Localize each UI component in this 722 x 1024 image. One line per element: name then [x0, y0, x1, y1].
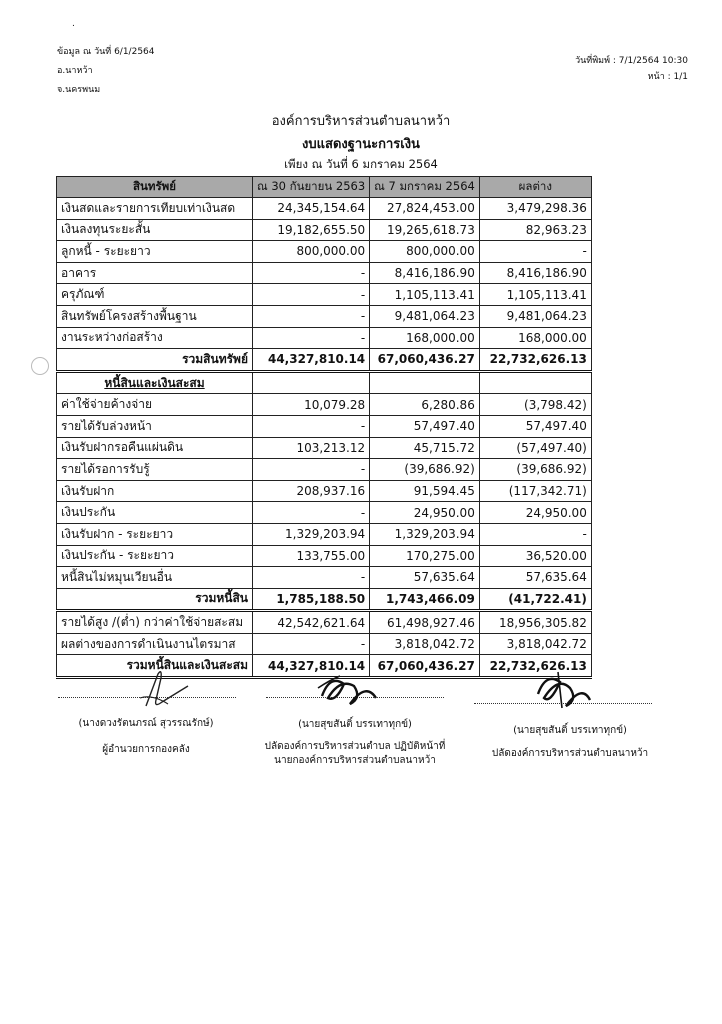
row-label: รายได้รอการรับรู้ — [57, 459, 253, 481]
section-header-row — [57, 371, 592, 394]
row-value-col3: (41,722.41) — [479, 588, 591, 611]
row-value-col3: 22,732,626.13 — [479, 349, 591, 372]
row-value-col1: - — [253, 262, 370, 284]
signatory-2-title-2: นายกองค์การบริหารส่วนตำบลนาหว้า — [274, 755, 436, 766]
row-label: เงินลงทุนระยะสั้น — [57, 219, 253, 241]
row-value-col2: 57,635.64 — [370, 567, 480, 589]
row-value-col1: 19,182,655.50 — [253, 219, 370, 241]
table-row — [57, 633, 592, 655]
row-value-col3: 168,000.00 — [479, 327, 591, 349]
row-value-col2: 45,715.72 — [370, 437, 480, 459]
print-date: วันที่พิมพ์ : 7/1/2564 10:30 — [575, 56, 688, 66]
handwritten-signature-1 — [128, 664, 198, 714]
row-value-col2: 1,329,203.94 — [370, 523, 480, 545]
table-row — [57, 502, 592, 524]
row-value-col2: (39,686.92) — [370, 459, 480, 481]
table-row — [57, 523, 592, 545]
balance-sheet-table — [56, 176, 592, 679]
row-label: ค่าใช้จ่ายค้างจ่าย — [57, 394, 253, 416]
table-row — [57, 437, 592, 459]
row-value-col2: 57,497.40 — [370, 415, 480, 437]
row-value-col3: - — [479, 241, 591, 263]
row-value-col3: (57,497.40) — [479, 437, 591, 459]
row-value-col1: - — [253, 327, 370, 349]
row-label: เงินสดและรายการเทียบเท่าเงินสด — [57, 198, 253, 220]
as-of-date: เพียง ณ วันที่ 6 มกราคม 2564 — [284, 157, 438, 171]
row-value-col1: 133,755.00 — [253, 545, 370, 567]
scan-dot: . — [72, 19, 75, 29]
header-col1: ณ 30 กันยายน 2563 — [253, 177, 370, 198]
grand-total-label: รวมหนี้สินและเงินสะสม — [57, 655, 253, 678]
signatory-3-name: (นายสุขสันติ์ บรรเทาทุกข์) — [513, 725, 627, 736]
district: อ.นาหว้า — [57, 66, 93, 76]
row-value-col2: 67,060,436.27 — [370, 349, 480, 372]
total-assets-row — [57, 349, 592, 372]
row-value-col3: (117,342.71) — [479, 480, 591, 502]
row-value-col1: 1,329,203.94 — [253, 523, 370, 545]
row-label: เงินรับฝาก — [57, 480, 253, 502]
row-value-col2: 8,416,186.90 — [370, 262, 480, 284]
province: จ.นครพนม — [57, 85, 101, 95]
row-label: เงินประกัน - ระยะยาว — [57, 545, 253, 567]
row-value-col2: 67,060,436.27 — [370, 655, 480, 678]
table-row — [57, 459, 592, 481]
row-value-col2: 24,950.00 — [370, 502, 480, 524]
handwritten-signature-2 — [310, 668, 390, 714]
row-value-col2: 800,000.00 — [370, 241, 480, 263]
signatory-3-title: ปลัดองค์การบริหารส่วนตำบลนาหว้า — [491, 748, 649, 759]
row-value-col3: - — [479, 523, 591, 545]
row-value-col3: 8,416,186.90 — [479, 262, 591, 284]
row-value-col1: - — [253, 284, 370, 306]
table-row — [57, 219, 592, 241]
punch-hole — [31, 357, 49, 375]
row-label: อาคาร — [57, 262, 253, 284]
row-value-col3: 24,950.00 — [479, 502, 591, 524]
signatory-1-title: ผู้อำนวยการกองคลัง — [102, 744, 190, 755]
handwritten-signature-3 — [528, 668, 600, 716]
table-row — [57, 198, 592, 220]
row-value-col1: - — [253, 415, 370, 437]
liabilities-section-heading: หนี้สินและเงินสะสม — [57, 371, 253, 394]
total-liabilities-row — [57, 588, 592, 611]
row-value-col3: 1,105,113.41 — [479, 284, 591, 306]
row-value-col3: 36,520.00 — [479, 545, 591, 567]
row-label: เงินรับฝากรอคืนแผ่นดิน — [57, 437, 253, 459]
table-row — [57, 567, 592, 589]
row-label: ครุภัณฑ์ — [57, 284, 253, 306]
row-value-col2: 3,818,042.72 — [370, 633, 480, 655]
row-value-col1: 44,327,810.14 — [253, 349, 370, 372]
row-value-col1: 1,785,188.50 — [253, 588, 370, 611]
row-label: เงินประกัน — [57, 502, 253, 524]
header-assets: สินทรัพย์ — [57, 177, 253, 198]
table-header-row — [57, 177, 592, 198]
row-value-col1: - — [253, 633, 370, 655]
table-row — [57, 545, 592, 567]
row-value-col3: 82,963.23 — [479, 219, 591, 241]
row-value-col2: 168,000.00 — [370, 327, 480, 349]
row-value-col2: 6,280.86 — [370, 394, 480, 416]
row-label: รายได้สูง /(ต่ำ) กว่าค่าใช้จ่ายสะสม — [57, 611, 253, 634]
row-label: เงินรับฝาก - ระยะยาว — [57, 523, 253, 545]
table-row — [57, 327, 592, 349]
row-value-col3: 3,479,298.36 — [479, 198, 591, 220]
row-value-col1 — [253, 371, 370, 394]
row-value-col3: 9,481,064.23 — [479, 305, 591, 327]
page-number: หน้า : 1/1 — [647, 72, 688, 82]
report-title: งบแสดงฐานะการเงิน — [302, 137, 420, 152]
row-value-col2: 61,498,927.46 — [370, 611, 480, 634]
table-row — [57, 262, 592, 284]
data-date: ข้อมูล ณ วันที่ 6/1/2564 — [57, 47, 155, 57]
row-value-col2 — [370, 371, 480, 394]
row-value-col3 — [479, 371, 591, 394]
table-row — [57, 305, 592, 327]
row-value-col3: 22,732,626.13 — [479, 655, 591, 678]
signatory-2-name: (นายสุขสันติ์ บรรเทาทุกข์) — [298, 719, 412, 730]
row-value-col2: 91,594.45 — [370, 480, 480, 502]
row-label: ลูกหนี้ - ระยะยาว — [57, 241, 253, 263]
table-row — [57, 611, 592, 634]
row-value-col2: 9,481,064.23 — [370, 305, 480, 327]
row-value-col2: 170,275.00 — [370, 545, 480, 567]
row-value-col3: 3,818,042.72 — [479, 633, 591, 655]
row-value-col2: 19,265,618.73 — [370, 219, 480, 241]
total-liabilities-label: รวมหนี้สิน — [57, 588, 253, 611]
total-assets-label: รวมสินทรัพย์ — [57, 349, 253, 372]
table-row — [57, 394, 592, 416]
table-row — [57, 415, 592, 437]
row-label: สินทรัพย์โครงสร้างพื้นฐาน — [57, 305, 253, 327]
header-col3: ผลต่าง — [479, 177, 591, 198]
signatory-1-name: (นางดวงรัตนภรณ์ สุวรรณรักษ์) — [78, 718, 214, 729]
signatory-2-title: ปลัดองค์การบริหารส่วนตำบล ปฏิบัติหน้าที่ — [264, 741, 446, 752]
row-value-col1: 103,213.12 — [253, 437, 370, 459]
row-label: ผลต่างของการดำเนินงานไตรมาส — [57, 633, 253, 655]
row-value-col1: 10,079.28 — [253, 394, 370, 416]
table-row — [57, 241, 592, 263]
row-value-col3: 57,635.64 — [479, 567, 591, 589]
header-col2: ณ 7 มกราคม 2564 — [370, 177, 480, 198]
row-value-col1: 44,327,810.14 — [253, 655, 370, 678]
row-value-col2: 1,743,466.09 — [370, 588, 480, 611]
row-value-col3: (39,686.92) — [479, 459, 591, 481]
row-value-col1: 42,542,621.64 — [253, 611, 370, 634]
row-value-col3: 18,956,305.82 — [479, 611, 591, 634]
row-label: หนี้สินไม่หมุนเวียนอื่น — [57, 567, 253, 589]
row-value-col3: (3,798.42) — [479, 394, 591, 416]
row-value-col1: - — [253, 459, 370, 481]
table-row — [57, 284, 592, 306]
row-label: รายได้รับล่วงหน้า — [57, 415, 253, 437]
table-row — [57, 480, 592, 502]
row-value-col3: 57,497.40 — [479, 415, 591, 437]
row-value-col1: 24,345,154.64 — [253, 198, 370, 220]
row-value-col1: - — [253, 502, 370, 524]
org-name: องค์การบริหารส่วนตำบลนาหว้า — [271, 114, 451, 129]
row-value-col2: 27,824,453.00 — [370, 198, 480, 220]
row-label: งานระหว่างก่อสร้าง — [57, 327, 253, 349]
row-value-col1: 208,937.16 — [253, 480, 370, 502]
row-value-col2: 1,105,113.41 — [370, 284, 480, 306]
row-value-col1: - — [253, 305, 370, 327]
row-value-col1: - — [253, 567, 370, 589]
row-value-col1: 800,000.00 — [253, 241, 370, 263]
